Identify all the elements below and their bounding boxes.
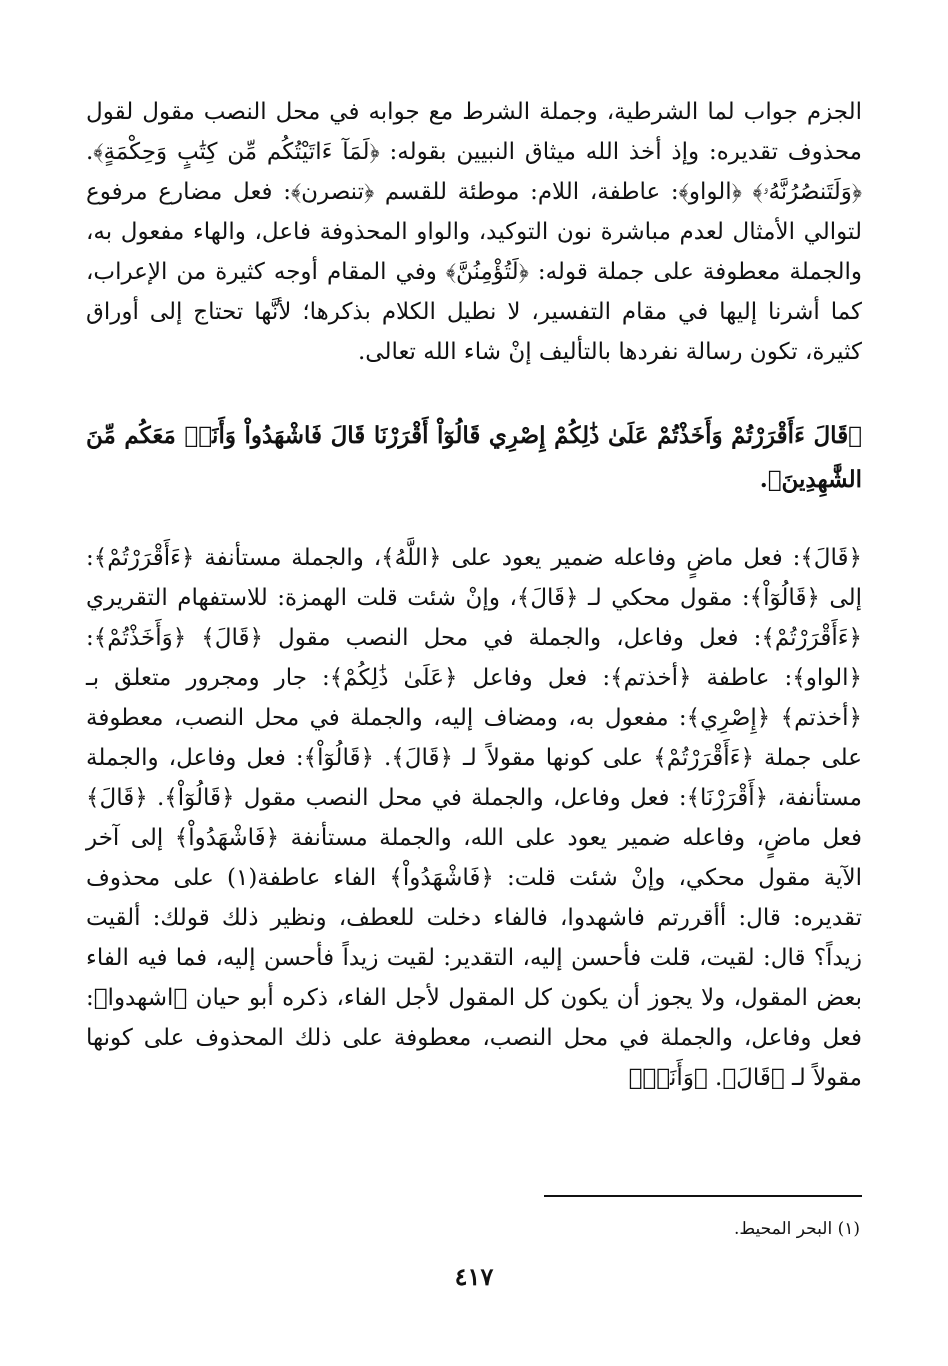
page-number: ٤١٧ — [454, 1262, 494, 1291]
body-paragraph-2: ﴿قَالَ﴾: فعل ماضٍ وفاعله ضمير يعود على ﴿اللَّهُ﴾، والجملة مستأنفة ﴿ءَأَقْرَرْتُمْ﴾: إلى ﴿قَالُوٓاْ﴾: مقول محكي لـ ﴿قَالَ﴾، وإنْ شئت قلت الهمزة: للاستفهام التقريري ﴿ءَأَقْرَرْتُمْ﴾: فعل وفاعل، والجملة في محل النصب مقول ﴿قَالَ﴾ ﴿وَأَخَذْتُمْ﴾: ﴿الواو﴾: عاطفة ﴿أخذتم﴾: فعل وفاعل ﴿عَلَىٰ ذَٰلِكُمْ﴾: جار ومجرور متعلق بـ ﴿أخذتم﴾ ﴿إِصْرِي﴾: مفعول به، ومضاف إليه، والجملة في محل النصب، معطوفة على جملة ﴿ءَأَقْرَرْتُمْ﴾ على كونها مقولاً لـ ﴿قَالَ﴾. ﴿قَالُوٓاْ﴾: فعل وفاعل، والجملة مستأنفة، ﴿أَقْرَرْنَا﴾: فعل وفاعل، والجملة في محل النصب مقول ﴿قَالُوٓاْ﴾. ﴿قَالَ﴾ فعل ماضٍ، وفاعله ضمير يعود على الله، والجملة مستأنفة ﴿فَاشْهَدُواْ﴾ إلى آخر الآية مقول محكي، وإنْ شئت قلت: ﴿فَاشْهَدُواْ﴾ الفاء عاطفة(١) على محذوف تقديره: قال: أأقررتم فاشهدوا، فالفاء دخلت للعطف، ونظير ذلك قولك: ألقيت زيداً؟ قال: لقيت، قلت فأحسن إليه، التقدير: لقيت زيداً فأحسن إليه، فما فيه الفاء بعض المقول، ولا يجوز أن يكون كل المقول لأجل الفاء، ذكره أبو حيان ﴿اشهدوا﴾: فعل وفاعل، والجملة في محل النصب، معطوفة على ذلك المحذوف على كونها مقولاً لـ ﴿قَالَ﴾. ﴿وَأَنَا۠﴾ — [86, 545, 863, 1091]
body-paragraph-1: الجزم جواب لما الشرطية، وجملة الشرط مع جوابه في محل النصب مقول لقول محذوف تقديره: وإذ أخذ الله ميثاق النبيين بقوله: ﴿لَمَآ ءَاتَيْتُكُم مِّن كِتَٰبٍ وَحِكْمَةٍ﴾. ﴿وَلَتَنصُرُنَّهُۥ﴾ ﴿الواو﴾: عاطفة، اللام: موطئة للقسم ﴿تنصرن﴾: فعل مضارع مرفوع لتوالي الأمثال لعدم مباشرة نون التوكيد، والواو المحذوفة فاعل، والهاء مفعول به، والجملة معطوفة على جملة قوله: ﴿لَتُؤْمِنُنَّ﴾ وفي المقام أوجه كثيرة من الإعراب، كما أشرنا إليها في مقام التفسير، لا نطيل الكلام بذكرها؛ لأنَّها تحتاج إلى أوراق كثيرة، تكون رسالة نفردها بالتأليف إنْ شاء الله تعالى. — [86, 99, 862, 365]
footnote-separator — [544, 1195, 862, 1197]
quran-verse: ﴿قَالَ ءَأَقْرَرْتُمْ وَأَخَذْتُمْ عَلَىٰ ذَٰلِكُمْ إِصْرِي قَالُوٓاْ أَقْرَرْنَا قَالَ فَاشْهَدُواْ وَأَنَا۠ مَعَكُم مِّنَ الشَّٰهِدِينَ﴾. — [86, 422, 862, 493]
page-body — [86, 92, 862, 1098]
footnote: (١) البحر المحيط. — [734, 1219, 860, 1239]
